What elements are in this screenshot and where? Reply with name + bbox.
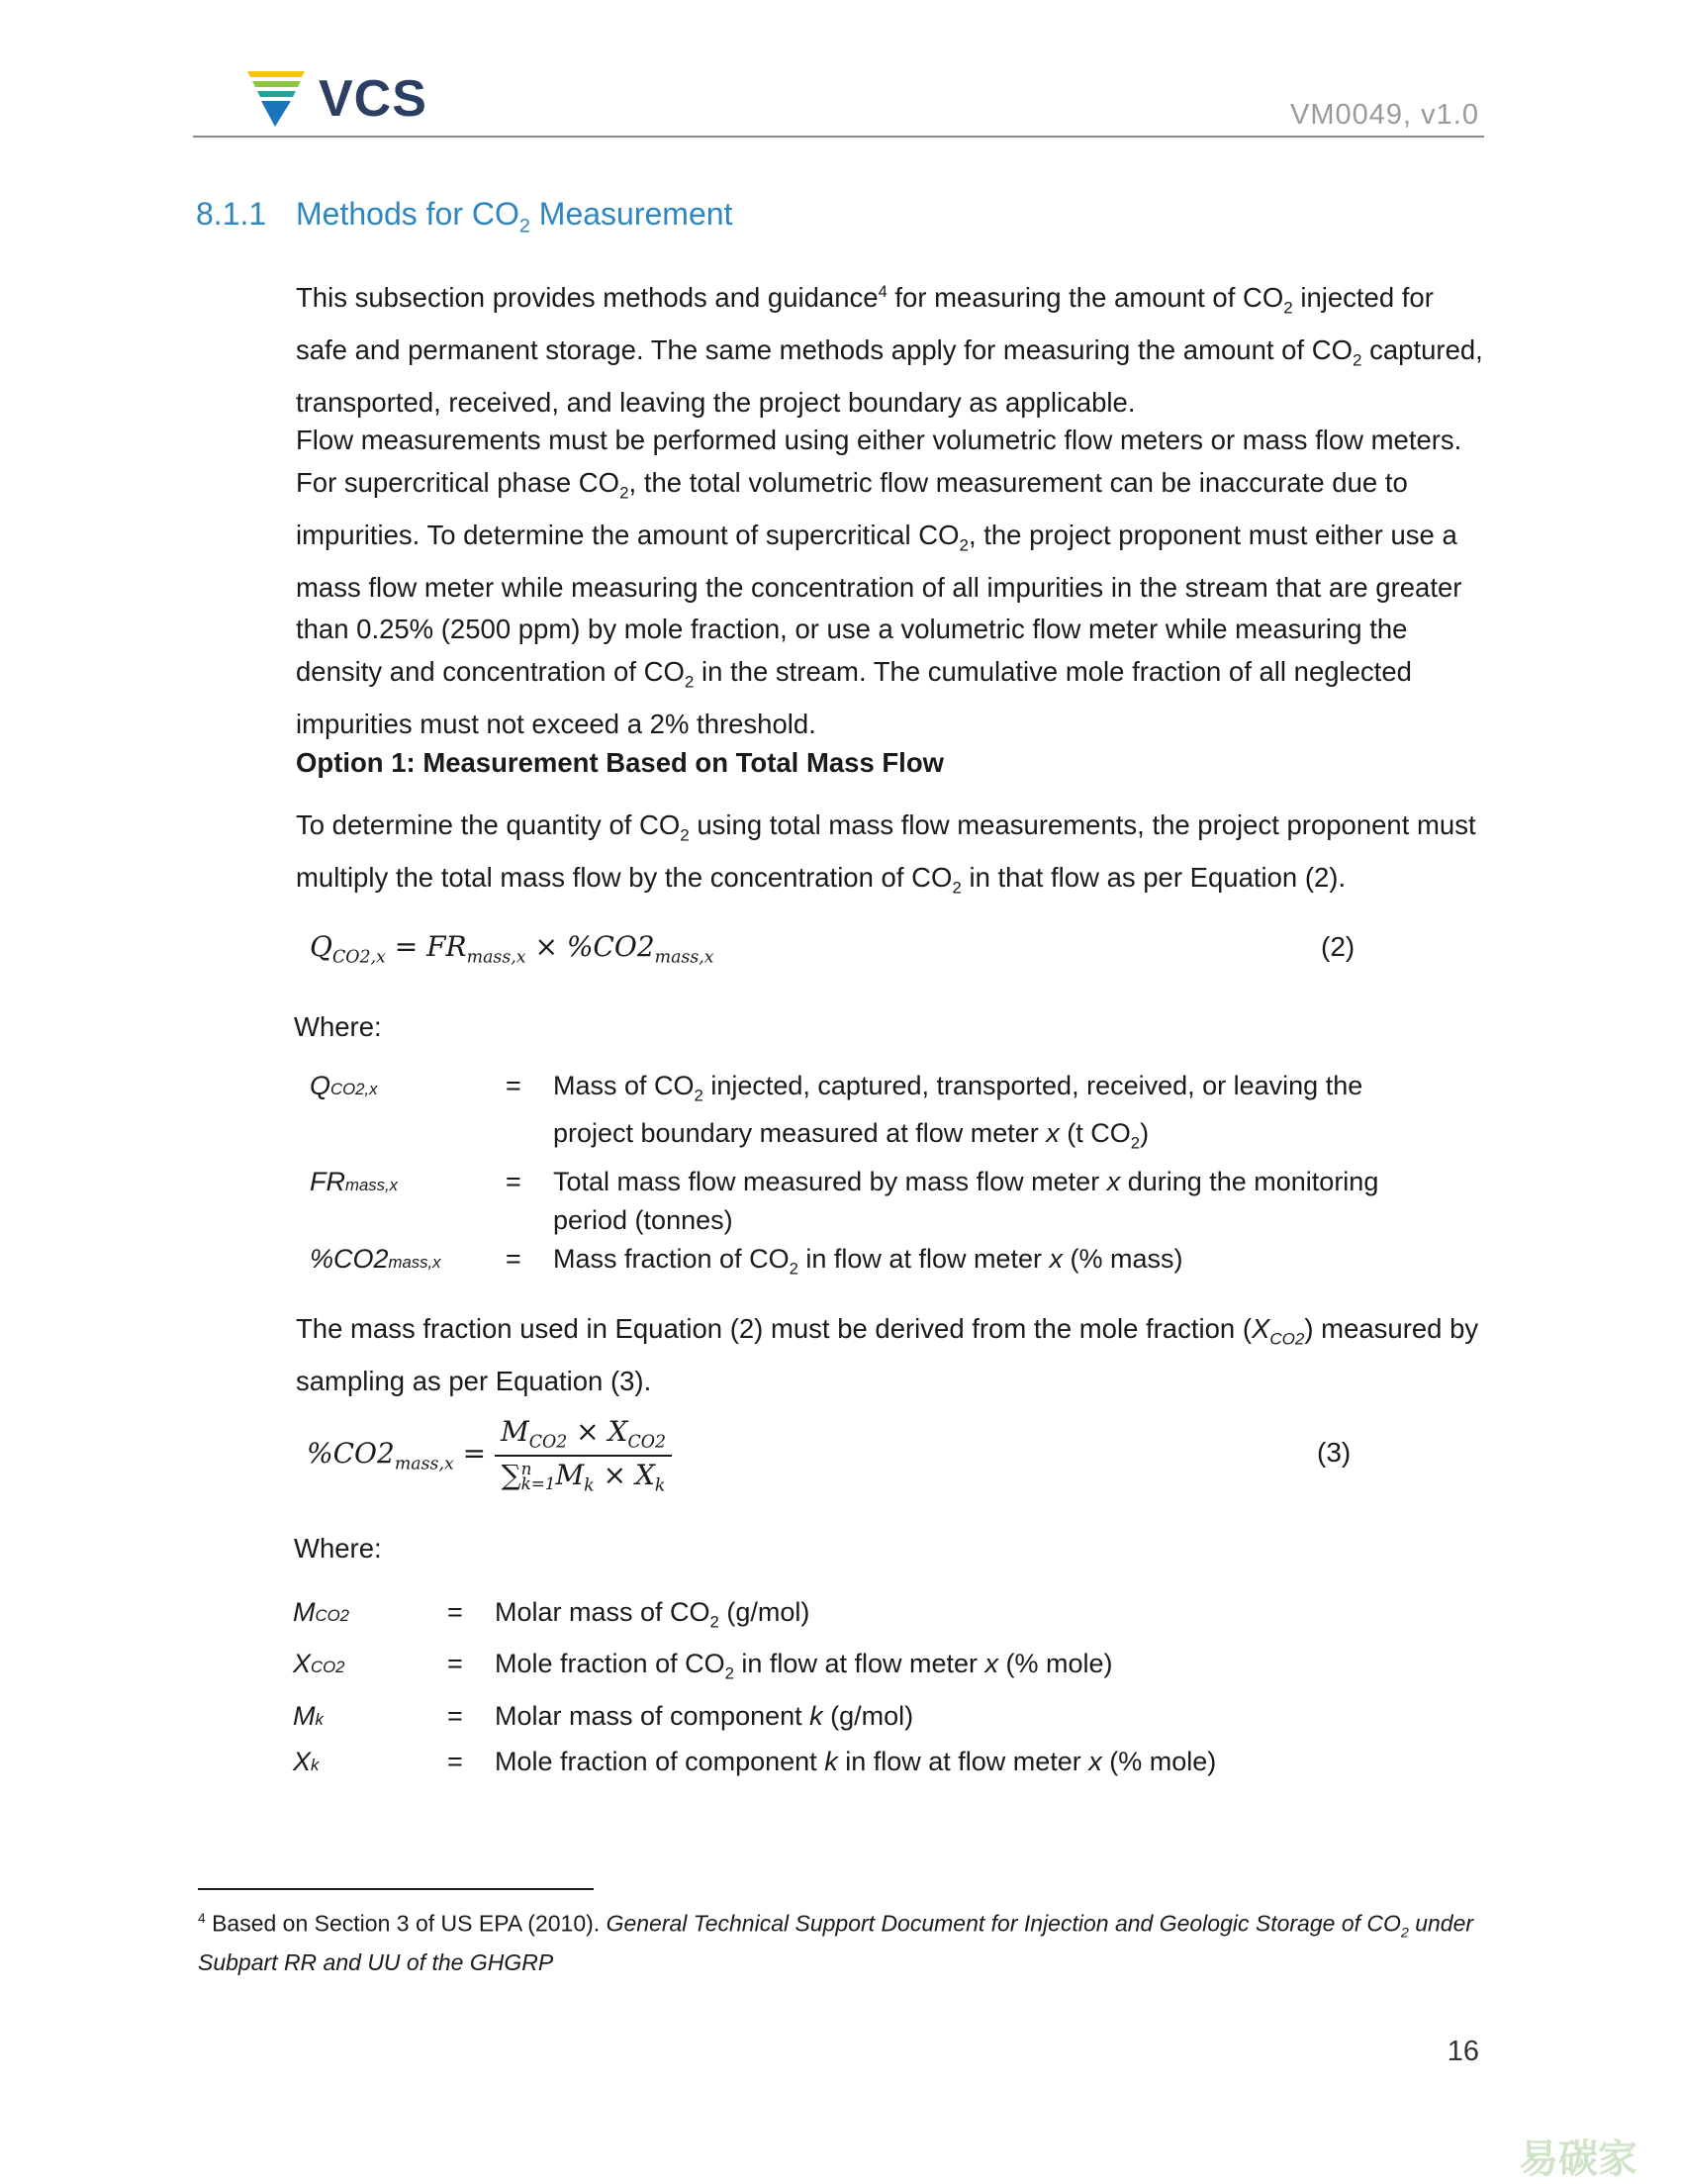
section-heading <box>196 196 732 237</box>
variable-description: Mass of $CO_2$ injected, captured, transported, received, or leaving the project boundary measured at flow meter x (t $CO_2$) <box>553 1071 1363 1153</box>
paragraph-mass-fraction: The mass fraction used in Equation (2) must be derived from the mole fraction $(X_{CO2})$ measured by sampling as per Equation (3). <box>296 1313 1479 1396</box>
section-number: 8.1.1 <box>196 196 267 232</box>
watermark-logo: 易碳家 <box>1519 2137 1637 2181</box>
fraction-numerator: $M_{CO2} \times X_{CO2}$ <box>495 1415 672 1457</box>
document-id: VM0049, v1.0 <box>1290 99 1479 131</box>
header-divider <box>193 136 1484 138</box>
paragraph-option1: To determine the quantity of $CO_2$ using total mass flow measurements, the project proponent must multiply the total mass flow by the concentration of $CO_2$ in that flow as per Equation (2). <box>296 809 1476 898</box>
footnote-divider <box>198 1888 594 1890</box>
page-number: 16 <box>1447 2036 1479 2067</box>
equals-sign: = <box>447 1649 463 1679</box>
equals-sign: = <box>506 1243 521 1274</box>
equals-sign: = <box>447 1597 463 1627</box>
variable-description: Mass fraction of $CO_2$ in flow at flow meter x (% mass) <box>553 1243 1183 1279</box>
variable-description: Molar mass of $CO_2$ (g/mol) <box>495 1597 810 1632</box>
table-row <box>293 1695 1216 1741</box>
section-title: Methods for $CO_2$ Measurement <box>296 196 733 237</box>
equals-sign: = <box>447 1746 463 1776</box>
equation-3-number: (3) <box>1317 1437 1352 1468</box>
where-label-2: Where: <box>294 1533 382 1564</box>
equals-sign: = <box>506 1166 521 1196</box>
footnote-ref[interactable]: 4 <box>878 283 888 301</box>
table-row <box>293 1741 1216 1786</box>
table-row <box>310 1240 1424 1287</box>
paragraph-intro: This subsection provides methods and guidance$^4$ for measuring the amount of $CO_2$ injected for safe and permanent storage. The same methods apply for measuring the amount of $CO_2$ captured, transported, received, and leaving the project boundary as applicable. <box>296 282 1483 419</box>
variable-description: Mole fraction of $CO_2$ in flow at flow meter x (% mole) <box>495 1649 1113 1683</box>
variable-symbol: Xk <box>293 1746 320 1776</box>
variables-table-1 <box>310 1067 1424 1287</box>
footnote: $^4$ Based on Section 3 of US EPA (2010). General Technical Support Document for Injection and Geologic Storage of $CO_2$ under Subpart RR and UU of the GHGRP <box>198 1910 1474 1976</box>
table-row <box>310 1163 1424 1240</box>
equals-sign: = <box>506 1071 521 1100</box>
variable-description: Mole fraction of component k in flow at flow meter x (% mole) <box>495 1746 1217 1776</box>
where-label-1: Where: <box>294 1011 382 1042</box>
equation-3: $\%CO2_{mass,x}$ = $M_{CO2} \times X_{CO2}$ ∑ n k=1 $M_k \times X_k$ <box>307 1415 672 1495</box>
variable-symbol: XCO2 <box>293 1649 345 1679</box>
variable-symbol: %CO2mass,x <box>310 1243 441 1274</box>
variable-description: Total mass flow measured by mass flow meter x during the monitoring period (tonnes) <box>553 1166 1379 1235</box>
table-row <box>293 1591 1216 1643</box>
vcs-logo <box>247 69 445 129</box>
vcs-check-icon <box>247 69 313 127</box>
variable-symbol: FRmass,x <box>310 1166 398 1196</box>
fraction-denominator: ∑ n k=1 $M_k \times X_k$ <box>501 1458 666 1496</box>
variable-symbol: MCO2 <box>293 1597 349 1627</box>
variable-description: Molar mass of component k (g/mol) <box>495 1700 914 1731</box>
equation-2: $Q_{CO2,x} = FR_{mass,x} \times \%CO2_{mass,x}$ <box>310 930 714 968</box>
equation-2-number: (2) <box>1321 931 1355 962</box>
equation-3-fraction <box>495 1415 672 1495</box>
option1-heading: Option 1: Measurement Based on Total Mass Flow <box>296 747 945 778</box>
table-row <box>310 1067 1424 1163</box>
equals-sign: = <box>447 1700 463 1731</box>
logo-text: VCS <box>319 70 427 128</box>
paragraph-flow-measurements: Flow measurements must be performed using either volumetric flow meters or mass flow meters. For supercritical phase $CO_2$, the total volumetric flow measurement can be inaccurate due to impurities. To determine the amount of supercritical $CO_2$, the project proponent must either use a mass flow meter while measuring the concentration of all impurities in the stream that are greater than 0.25% (2500 ppm) by mole fraction, or use a volumetric flow meter while measuring the density and concentration of $CO_2$ in the stream. The cumulative mole fraction of all neglected impurities must not exceed a 2% threshold. <box>296 425 1462 739</box>
variable-symbol: QCO2,x <box>310 1071 378 1100</box>
variables-table-2 <box>293 1591 1216 1786</box>
variable-symbol: Mk <box>293 1700 324 1731</box>
table-row <box>293 1643 1216 1694</box>
